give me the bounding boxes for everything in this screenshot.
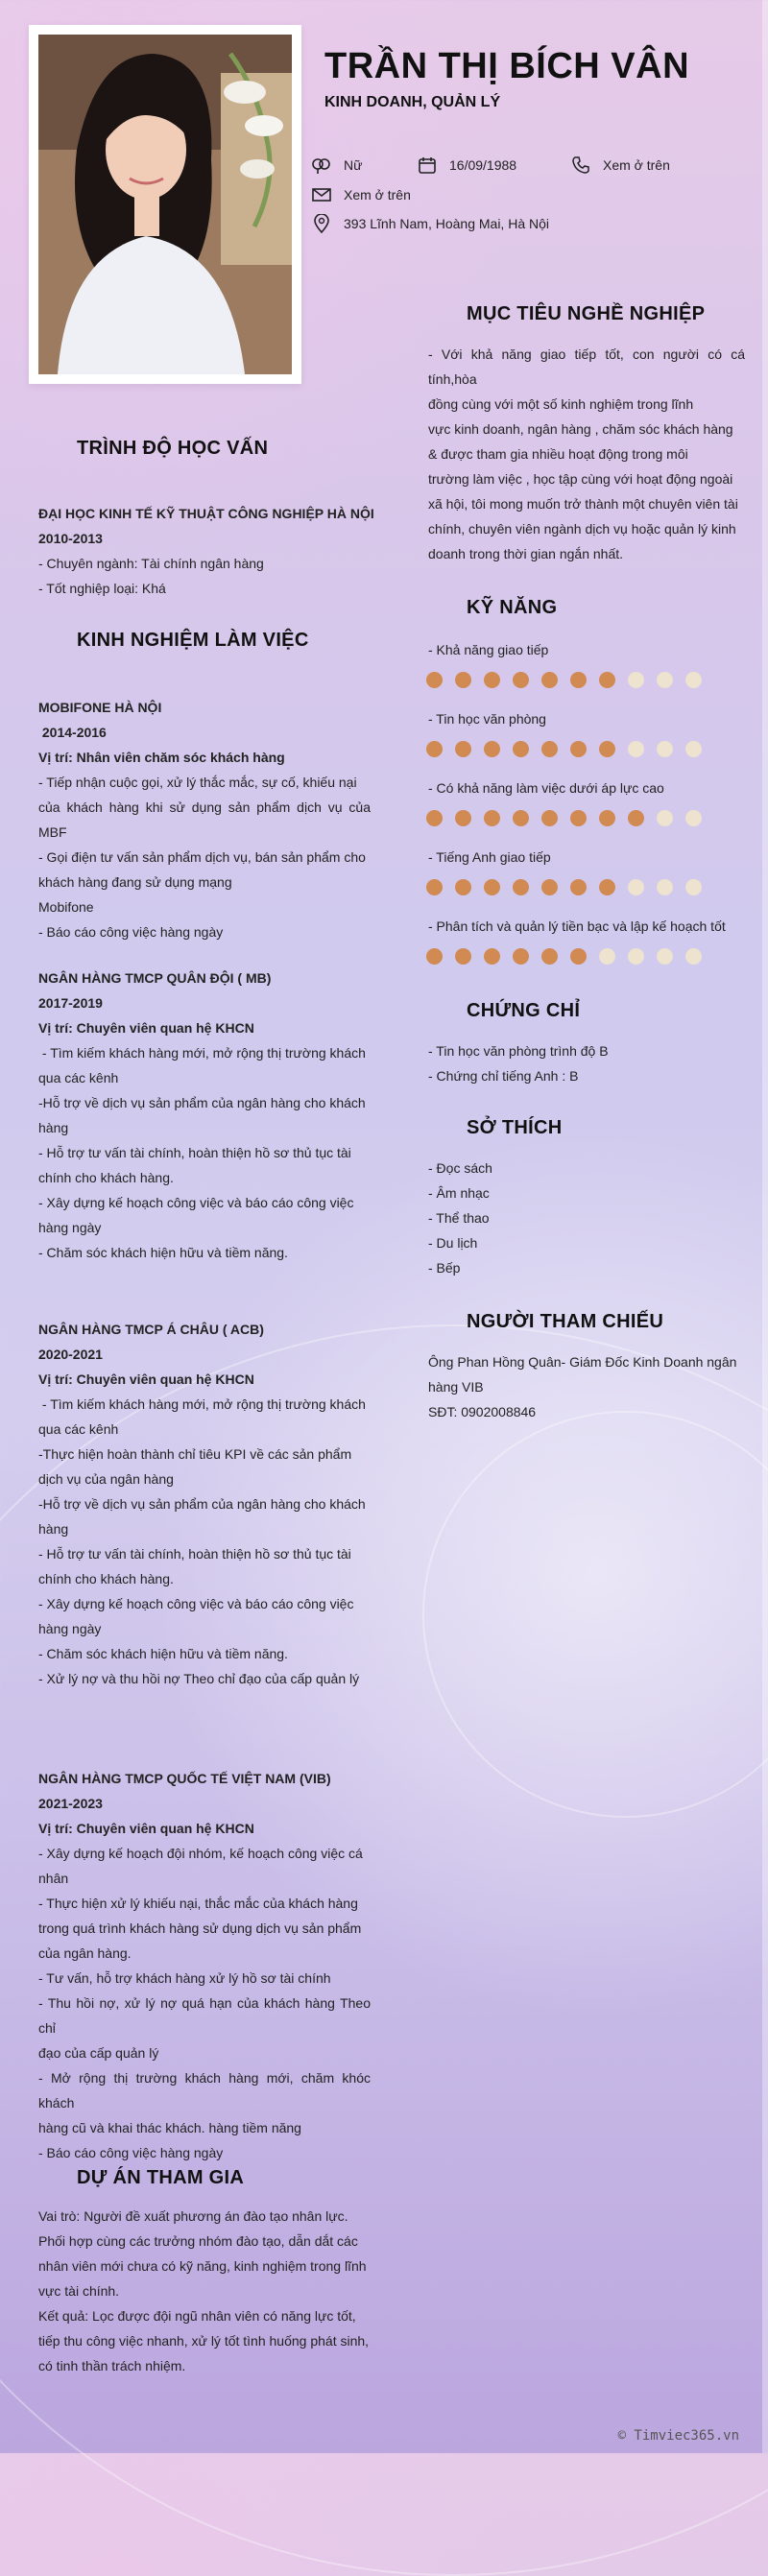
job-years: 2021-2023 <box>38 1796 103 1811</box>
job-line: - Mở rộng thị trường khách hàng mới, chăm khóc khách <box>38 2070 371 2111</box>
skill-dot-empty <box>657 810 673 826</box>
hobby-item: - Âm nhạc <box>428 1185 490 1201</box>
job-line: - Chăm sóc khách hiện hữu và tiềm năng. <box>38 1245 288 1260</box>
job-line: của ngân hàng. <box>38 1945 132 1961</box>
reference-line: hàng VIB <box>428 1379 484 1395</box>
skill-dot-filled <box>541 879 558 895</box>
skill-dot-filled <box>455 879 471 895</box>
job-entry <box>38 966 371 1265</box>
job-line: đạo của cấp quản lý <box>38 2045 159 2061</box>
hobby-item: - Đọc sách <box>428 1160 492 1176</box>
skill-dot-empty <box>685 741 702 757</box>
references-heading: NGƯỜI THAM CHIẾU <box>467 1311 664 1332</box>
job-position: Vị trí: Chuyên viên quan hệ KHCN <box>38 1821 254 1836</box>
skill-dot-empty <box>657 948 673 965</box>
job-line: qua các kênh <box>38 1421 119 1437</box>
job-line: - Tìm kiếm khách hàng mới, mở rộng thị trường khách <box>38 1045 366 1061</box>
job-position: Vị trí: Nhân viên chăm sóc khách hàng <box>38 750 285 765</box>
job-line: trong quá trình khách hàng sử dụng dịch vụ sản phẩm <box>38 1920 362 1936</box>
skill-dot-filled <box>628 810 644 826</box>
objective-line: trường làm việc , học tập cùng với hoạt động ngoài <box>428 471 733 487</box>
skill-dot-filled <box>599 672 615 688</box>
certificates-heading: CHỨNG CHỈ <box>467 1000 581 1021</box>
job-line: - Tìm kiếm khách hàng mới, mở rộng thị trường khách <box>38 1396 366 1412</box>
skill-dot-filled <box>513 879 529 895</box>
skill-label: - Có khả năng làm việc dưới áp lực cao <box>428 780 664 796</box>
skill-dot-filled <box>541 810 558 826</box>
skill-dot-filled <box>455 672 471 688</box>
skill-rating <box>426 948 702 965</box>
job-position: Vị trí: Chuyên viên quan hệ KHCN <box>38 1371 254 1387</box>
job-line: hàng ngày <box>38 1220 102 1235</box>
skill-dot-filled <box>513 948 529 965</box>
skill-dot-filled <box>484 948 500 965</box>
job-line: khách hàng đang sử dụng mạng <box>38 874 232 890</box>
skill-dot-filled <box>426 948 443 965</box>
job-line: - Xây dựng kế hoạch đội nhóm, kế hoạch công việc cá <box>38 1846 363 1861</box>
skill-dot-filled <box>570 741 587 757</box>
birthdate-value: 16/09/1988 <box>449 157 517 173</box>
certificate-item: - Chứng chỉ tiếng Anh : B <box>428 1068 579 1084</box>
skill-dot-filled <box>484 672 500 688</box>
job-line: - Chăm sóc khách hiện hữu và tiềm năng. <box>38 1646 288 1661</box>
job-line: - Báo cáo công việc hàng ngày <box>38 924 224 940</box>
skill-label: - Tin học văn phòng <box>428 711 546 727</box>
calendar-icon <box>417 155 438 176</box>
job-company: NGÂN HÀNG TMCP QUỐC TẾ VIỆT NAM (VIB) <box>38 1771 331 1786</box>
education-major: - Chuyên ngành: Tài chính ngân hàng <box>38 556 264 571</box>
skill-dot-empty <box>657 741 673 757</box>
skill-rating <box>426 879 702 895</box>
education-text <box>38 501 374 601</box>
objective-line: & được tham gia nhiều hoạt động trong môi <box>428 446 688 462</box>
job-line: - Hỗ trợ tư vấn tài chính, hoàn thiện hồ sơ thủ tục tài <box>38 1546 351 1562</box>
skill-rating <box>426 810 702 826</box>
skill-dot-empty <box>628 672 644 688</box>
address-info <box>311 213 549 234</box>
gender-icon <box>311 155 332 176</box>
job-years: 2014-2016 <box>38 725 107 740</box>
objective-line: đồng cùng với một số kinh nghiệm trong lĩnh <box>428 396 694 412</box>
skill-dot-empty <box>628 741 644 757</box>
skill-dot-filled <box>570 672 587 688</box>
job-line: nhân <box>38 1871 69 1886</box>
gender-info <box>311 155 362 176</box>
job-line: chính cho khách hàng. <box>38 1571 174 1586</box>
skill-dot-empty <box>685 879 702 895</box>
reference-line: SĐT: 0902008846 <box>428 1404 537 1419</box>
candidate-title: KINH DOANH, QUẢN LÝ <box>324 94 501 110</box>
job-years: 2020-2021 <box>38 1347 103 1362</box>
skill-dot-filled <box>570 810 587 826</box>
education-school: ĐẠI HỌC KINH TẾ KỸ THUẬT CÔNG NGHIỆP HÀ NỘI <box>38 506 374 521</box>
job-line: - Gọi điện tư vấn sản phẩm dịch vụ, bán sản phẩm cho <box>38 849 366 865</box>
objective-text <box>428 342 745 566</box>
email-value: Xem ở trên <box>344 187 411 203</box>
job-line: -Hỗ trợ về dịch vụ sản phẩm của ngân hàng cho khách <box>38 1496 366 1512</box>
birthdate-info <box>417 155 516 176</box>
hobbies-list <box>428 1156 492 1280</box>
projects-text <box>38 2204 371 2378</box>
job-line: hàng <box>38 1120 69 1135</box>
skill-dot-filled <box>484 879 500 895</box>
candidate-name: TRẦN THỊ BÍCH VÂN <box>324 46 690 86</box>
skill-dot-filled <box>513 810 529 826</box>
skill-label: - Tiếng Anh giao tiếp <box>428 849 551 865</box>
job-line: - Xây dựng kế hoạch công việc và báo cáo công việc <box>38 1596 354 1611</box>
job-entry <box>38 1766 371 2165</box>
experience-heading: KINH NGHIỆM LÀM VIỆC <box>77 630 309 651</box>
skill-dot-empty <box>628 948 644 965</box>
skill-dot-filled <box>426 879 443 895</box>
job-line: hàng cũ và khai thác khách. hàng tiềm năng <box>38 2120 301 2135</box>
job-entry <box>38 1317 371 1691</box>
job-line: - Thu hồi nợ, xử lý nợ quá hạn của khách hàng Theo chỉ <box>38 1995 371 2036</box>
skill-dot-filled <box>455 948 471 965</box>
objective-line: vực kinh doanh, ngân hàng , chăm sóc khách hàng <box>428 421 733 437</box>
skill-dot-empty <box>628 879 644 895</box>
job-line: hàng <box>38 1521 69 1537</box>
job-line: hàng ngày <box>38 1621 102 1636</box>
objective-line: doanh trong thời gian ngắn nhất. <box>428 546 624 561</box>
hobby-item: - Bếp <box>428 1260 461 1276</box>
job-company: NGÂN HÀNG TMCP Á CHÂU ( ACB) <box>38 1322 264 1337</box>
objective-heading: MỤC TIÊU NGHỀ NGHIỆP <box>467 303 706 324</box>
profile-photo-frame <box>29 25 301 384</box>
education-grade: - Tốt nghiệp loại: Khá <box>38 581 166 596</box>
references-text <box>428 1349 745 1424</box>
job-position: Vị trí: Chuyên viên quan hệ KHCN <box>38 1020 254 1036</box>
skill-dot-filled <box>541 948 558 965</box>
skill-dot-filled <box>570 879 587 895</box>
project-line: vực tài chính. <box>38 2283 120 2299</box>
skill-dot-filled <box>599 879 615 895</box>
skill-dot-filled <box>599 741 615 757</box>
education-heading: TRÌNH ĐỘ HỌC VẤN <box>77 438 269 459</box>
certificate-item: - Tin học văn phòng trình độ B <box>428 1043 609 1059</box>
skill-dot-filled <box>426 741 443 757</box>
skill-dot-empty <box>599 948 615 965</box>
skill-dot-filled <box>455 741 471 757</box>
job-line: của khách hàng khi sử dụng sản phẩm dịch vụ của MBF <box>38 799 371 840</box>
phone-info <box>570 155 670 176</box>
reference-line: Ông Phan Hồng Quân- Giám Đốc Kinh Doanh ngân <box>428 1354 737 1370</box>
skill-dot-filled <box>426 810 443 826</box>
job-line: - Hỗ trợ tư vấn tài chính, hoàn thiện hồ sơ thủ tục tài <box>38 1145 351 1160</box>
location-pin-icon <box>311 213 332 234</box>
job-line: - Báo cáo công việc hàng ngày <box>38 2145 224 2160</box>
job-line: Mobifone <box>38 899 94 915</box>
job-line: - Tư vấn, hỗ trợ khách hàng xử lý hồ sơ tài chính <box>38 1970 331 1986</box>
skill-dot-empty <box>685 810 702 826</box>
skill-dot-empty <box>685 948 702 965</box>
hobby-item: - Du lịch <box>428 1235 478 1251</box>
hobbies-heading: SỞ THÍCH <box>467 1117 563 1138</box>
job-line: dịch vụ của ngân hàng <box>38 1471 174 1487</box>
skill-dot-filled <box>513 672 529 688</box>
watermark: © Timviec365.vn <box>617 2428 739 2444</box>
skill-label: - Phân tích và quản lý tiền bạc và lập kế hoạch tốt <box>428 918 726 934</box>
skill-dot-filled <box>599 810 615 826</box>
job-line: - Thực hiện xử lý khiếu nại, thắc mắc của khách hàng <box>38 1896 358 1911</box>
job-line: - Tiếp nhận cuộc gọi, xử lý thắc mắc, sự cố, khiếu nại <box>38 775 357 790</box>
project-line: có tinh thần trách nhiệm. <box>38 2358 186 2373</box>
email-icon <box>311 184 332 205</box>
skill-dot-filled <box>426 672 443 688</box>
skills-heading: KỸ NĂNG <box>467 597 558 618</box>
phone-icon <box>570 155 591 176</box>
skill-dot-filled <box>484 741 500 757</box>
address-value: 393 Lĩnh Nam, Hoàng Mai, Hà Nội <box>344 216 549 231</box>
skill-dot-filled <box>513 741 529 757</box>
email-info <box>311 184 411 205</box>
objective-line: - Với khả năng giao tiếp tốt, con người có cá tính,hòa <box>428 346 745 387</box>
skill-dot-empty <box>685 672 702 688</box>
profile-photo <box>38 35 292 374</box>
job-line: - Xử lý nợ và thu hồi nợ Theo chỉ đạo của cấp quản lý <box>38 1671 360 1686</box>
phone-value: Xem ở trên <box>603 157 670 173</box>
project-line: Phối hợp cùng các trưởng nhóm đào tạo, dẫn dắt các <box>38 2233 358 2249</box>
project-line: nhân viên mới chưa có kỹ năng, kinh nghiệm trong lĩnh <box>38 2258 367 2274</box>
job-years: 2017-2019 <box>38 995 103 1011</box>
skill-dot-filled <box>484 810 500 826</box>
project-line: Kết quả: Lọc được đội ngũ nhân viên có năng lực tốt, <box>38 2308 356 2324</box>
skill-dot-empty <box>657 879 673 895</box>
job-line: -Hỗ trợ về dịch vụ sản phẩm của ngân hàng cho khách <box>38 1095 366 1110</box>
job-company: MOBIFONE HÀ NỘI <box>38 700 162 715</box>
objective-line: chính, chuyên viên ngành dịch vụ hoặc quản lý kinh <box>428 521 736 537</box>
job-line: -Thực hiện hoàn thành chỉ tiêu KPI về các sản phẩm <box>38 1446 352 1462</box>
hobby-item: - Thể thao <box>428 1210 490 1226</box>
job-entry <box>38 695 371 944</box>
right-edge-strip <box>762 0 768 2453</box>
job-company: NGÂN HÀNG TMCP QUÂN ĐỘI ( MB) <box>38 970 272 986</box>
certificates-list <box>428 1038 609 1088</box>
skill-dot-filled <box>570 948 587 965</box>
skill-dot-empty <box>657 672 673 688</box>
gender-value: Nữ <box>344 157 363 173</box>
project-line: tiếp thu công việc nhanh, xử lý tốt tình huống phát sinh, <box>38 2333 370 2349</box>
skill-label: - Khả năng giao tiếp <box>428 642 549 657</box>
skill-dot-filled <box>455 810 471 826</box>
skill-dot-filled <box>541 672 558 688</box>
job-line: chính cho khách hàng. <box>38 1170 174 1185</box>
job-line: - Xây dựng kế hoạch công việc và báo cáo công việc <box>38 1195 354 1210</box>
objective-line: xã hội, tôi mong muốn trở thành một chuyên viên tài <box>428 496 738 512</box>
skill-rating <box>426 741 702 757</box>
job-line: qua các kênh <box>38 1070 119 1085</box>
skill-rating <box>426 672 702 688</box>
education-years: 2010-2013 <box>38 531 103 546</box>
skill-dot-filled <box>541 741 558 757</box>
projects-heading: DỰ ÁN THAM GIA <box>77 2167 245 2188</box>
project-line: Vai trò: Người đề xuất phương án đào tạo nhân lực. <box>38 2208 348 2224</box>
